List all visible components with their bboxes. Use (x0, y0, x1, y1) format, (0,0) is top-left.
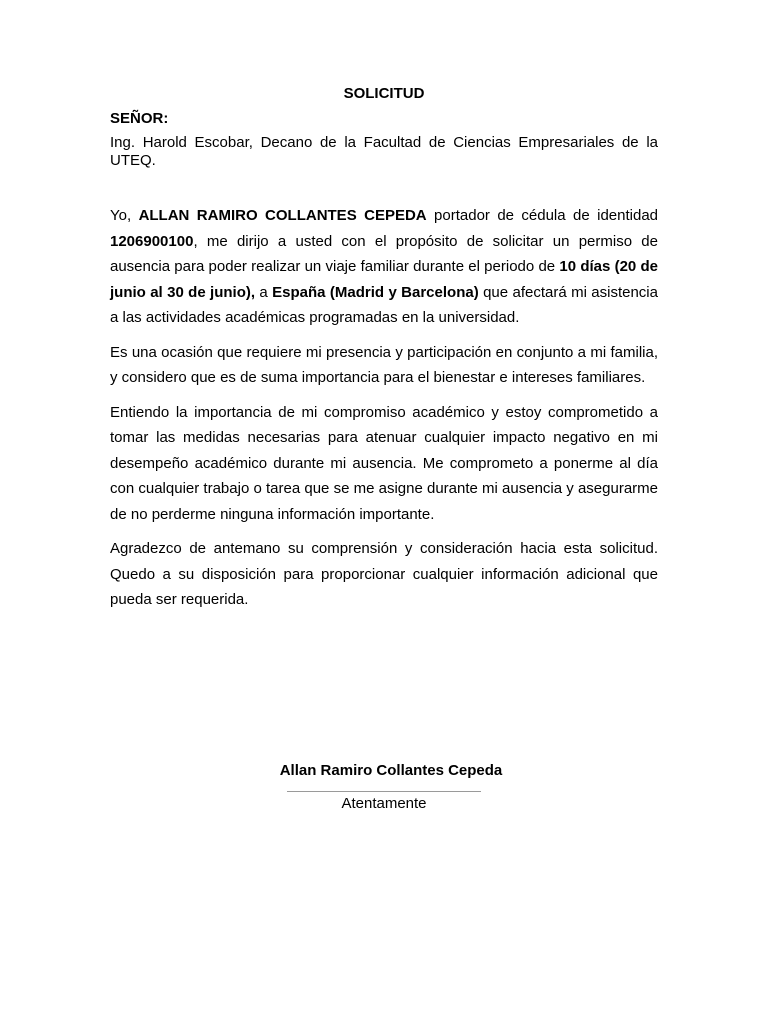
letter-body (110, 84, 658, 622)
document-title: SOLICITUD (343, 85, 425, 102)
signature-name: Allan Ramiro Collantes Cepeda (279, 762, 503, 779)
paragraph-text: a (255, 283, 273, 301)
paragraph-text: que afectará mi asistencia a las actividades académicas programadas en la universidad. (110, 283, 658, 326)
salutation: SEÑOR: (110, 110, 169, 127)
paragraph-commitment: Entiendo la importancia de mi compromiso académico y estoy comprometido a tomar las medidas necesarias para atenuar cualquier impacto negativo en mi desempeño académico durante mi ausencia. Me comprometo a ponerme al día con cualquier trabajo o tarea que se me asigne durante mi ausencia y asegurarme de no perderme ninguna información importante. (110, 403, 658, 523)
destination: España (Madrid y Barcelona) (272, 283, 479, 301)
recipient-line: Ing. Harold Escobar, Decano de la Facultad de Ciencias Empresariales de la UTEQ. (110, 134, 658, 169)
signature-block (0, 760, 768, 814)
id-number: 1206900100 (110, 232, 194, 250)
signature-line (287, 791, 481, 792)
paragraph-text: Yo, (110, 207, 139, 224)
paragraph-reason: Es una ocasión que requiere mi presencia y participación en conjunto a mi familia, y considero que es de suma importancia para el bienestar e intereses familiares. (110, 343, 658, 386)
paragraph-request (110, 203, 658, 331)
paragraph-text: portador de cédula de identidad (426, 207, 659, 224)
closing: Atentamente (341, 795, 427, 812)
absence-period: 10 días (20 de junio al 30 de junio), (110, 258, 658, 301)
paragraph-thanks: Agradezco de antemano su comprensión y consideración hacia esta solicitud. Quedo a su disposición para proporcionar cualquier información adicional que pueda ser requerida. (110, 540, 658, 608)
applicant-name: ALLAN RAMIRO COLLANTES CEPEDA (138, 207, 427, 224)
paragraph-text: , me dirijo a usted con el propósito de solicitar un permiso de ausencia para poder realizar un viaje familiar durante el periodo de (110, 232, 658, 275)
